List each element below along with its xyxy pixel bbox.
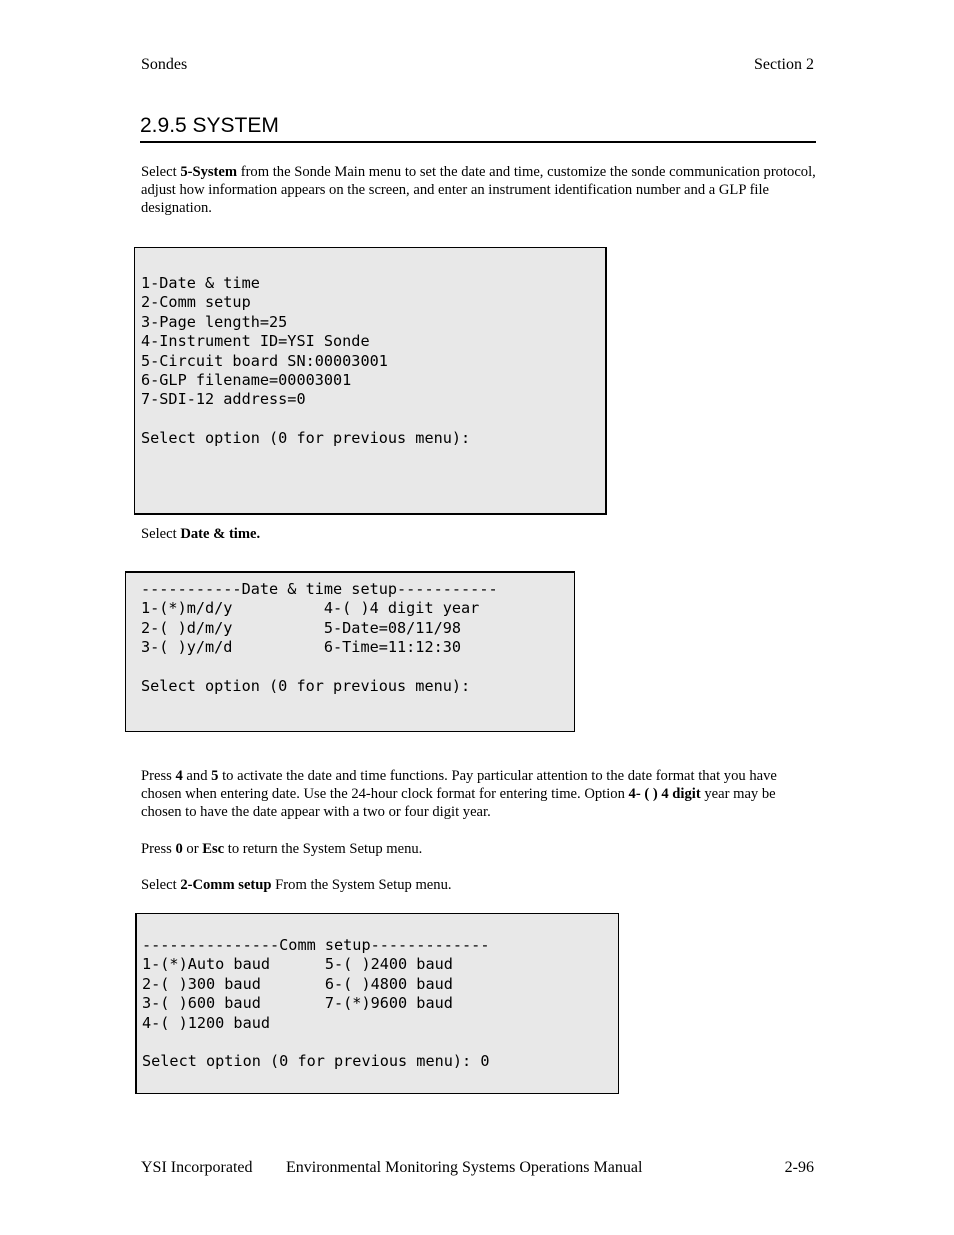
select-date-instruction (141, 525, 817, 543)
comm-setup-line: 2-( )300 baud 6-( )4800 baud (142, 974, 453, 993)
comm-setup-line (142, 1033, 489, 1052)
date-time-line: 3-( )y/m/d 6-Time=11:12:30 (141, 638, 462, 657)
date-time-paragraph (141, 767, 817, 821)
para-text: to activate the date and time functions. Pay particular attention to the date format that you have chosen when entering date. Use the 24-hour clock format for entering time. Option (141, 768, 777, 802)
para-bold: 5 (211, 768, 219, 784)
date-time-text (141, 580, 498, 696)
para-bold: Esc (202, 841, 225, 857)
footer-page-number: 2-96 (784, 1159, 814, 1176)
select-comm-instruction (141, 876, 817, 894)
para-text: From the System Setup menu. (271, 877, 452, 893)
intro-bold-option: 5-System (180, 164, 238, 180)
date-time-line: -----------Date & time setup----------- (141, 580, 498, 598)
header-section: Section 2 (754, 56, 814, 73)
comm-setup-text (142, 936, 489, 1072)
para-bold: 2-Comm setup (180, 877, 272, 893)
system-menu-prompt: Select option (0 for previous menu): (141, 429, 471, 448)
intro-text-1: Select (141, 164, 181, 180)
system-menu-text (141, 274, 470, 449)
intro-text-2: from the Sonde Main menu to set the date and time, customize the sonde communication protocol, adjust how information appears on the screen, and enter an instrument identification number and a GLP file designation. (141, 164, 816, 216)
comm-setup-prompt: Select option (0 for previous menu): 0 (142, 1052, 490, 1071)
para-text: year may be chosen to have the date appear with a two or four digit year. (141, 786, 776, 820)
intro-paragraph (141, 163, 817, 217)
system-menu-terminal (134, 247, 607, 515)
para-text: Select (141, 877, 181, 893)
system-menu-line: 6-GLP filename=00003001 (141, 370, 352, 389)
para-text: Press (141, 841, 176, 857)
comm-setup-line: 1-(*)Auto baud 5-( )2400 baud (142, 955, 453, 974)
para-text: Press (141, 768, 176, 784)
system-menu-line: 7-SDI-12 address=0 (141, 390, 306, 409)
date-time-line: 2-( )d/m/y 5-Date=08/11/98 (141, 618, 462, 637)
para-bold: 4- ( ) 4 digit (628, 786, 701, 802)
footer-company: YSI Incorporated (141, 1159, 253, 1176)
system-menu-line: 1-Date & time (141, 274, 260, 292)
comm-setup-line: 4-( )1200 baud (142, 1013, 271, 1032)
system-menu-line (141, 410, 470, 429)
comm-setup-line: 3-( )600 baud 7-(*)9600 baud (142, 994, 453, 1013)
date-time-line: 1-(*)m/d/y 4-( )4 digit year (141, 599, 480, 618)
para-text: to return the System Setup menu. (224, 841, 423, 857)
date-time-terminal (125, 571, 575, 732)
system-menu-line: 5-Circuit board SN:00003001 (141, 351, 388, 370)
select-date-bold: Date & time. (180, 526, 261, 542)
section-title: 2.9.5 SYSTEM (140, 114, 816, 143)
comm-setup-line: ---------------Comm setup------------- (142, 936, 490, 954)
header-chapter: Sondes (141, 56, 188, 73)
para-bold: 4 (175, 768, 183, 784)
select-date-text: Select (141, 526, 181, 542)
para-text: and (182, 768, 212, 784)
system-menu-line: 3-Page length=25 (141, 312, 288, 331)
date-time-prompt: Select option (0 for previous menu): (141, 676, 471, 695)
para-bold: 0 (175, 841, 183, 857)
system-menu-line: 2-Comm setup (141, 293, 251, 312)
comm-setup-terminal (135, 913, 619, 1094)
return-instruction (141, 840, 817, 858)
para-text: or (182, 841, 203, 857)
date-time-line (141, 658, 498, 677)
system-menu-line: 4-Instrument ID=YSI Sonde (141, 332, 370, 351)
footer-manual-title: Environmental Monitoring Systems Operations Manual (286, 1159, 643, 1176)
